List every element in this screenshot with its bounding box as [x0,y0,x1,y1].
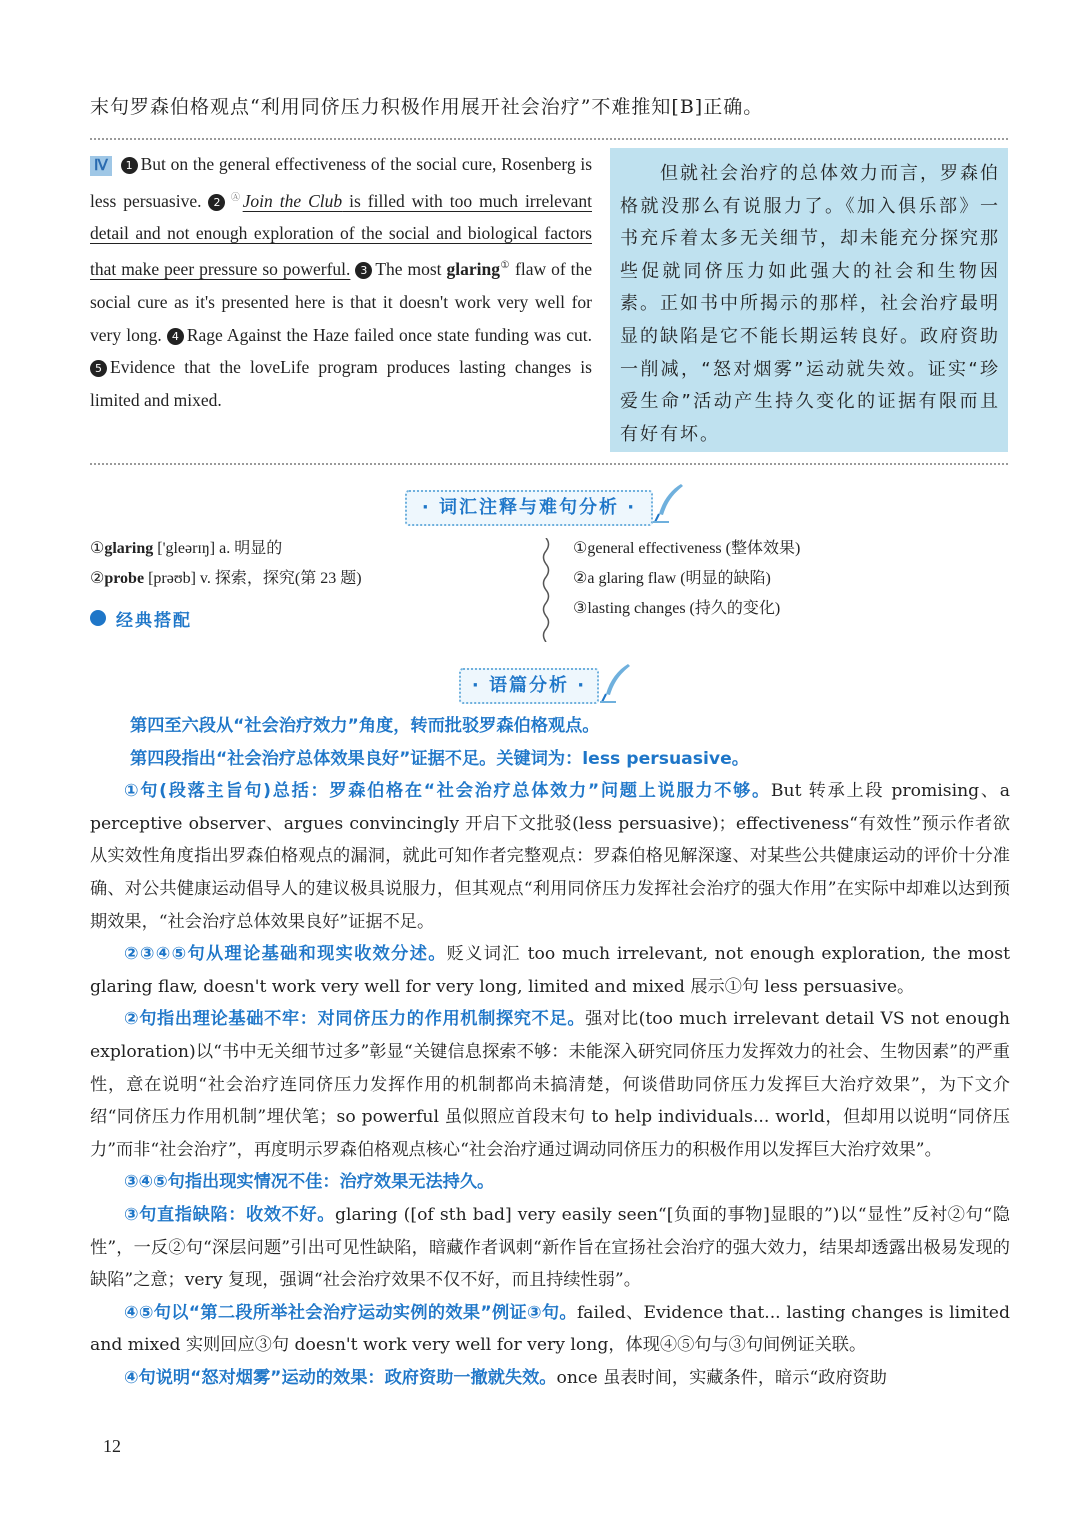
quill-icon [598,662,634,704]
sentence-1: But on the general effectiveness of the social cure, Rosenberg is less persuasive. [90,154,593,211]
sentence-5: Evidence that the loveLife program produces lasting changes is limited and mixed. [90,357,592,411]
analysis-paragraph: ①句(段落主旨句)总括：罗森伯格在“社会治疗总体效力”问题上说服力不够。But 转承上段 promising、a perceptive observer、argues convincingly 开启下文批驳(less persuasive)；effectiveness“有效性”预示作者欲从实效性角度指出罗森伯格观点的漏洞，就此可知作者完整观点：罗森伯格见解深邃、对某些公共健康运动的评价十分准确、对公共健康运动倡导人的建议极具说服力，但其观点“利用同侪压力发挥社会治疗的强大作用”在实际中却难以达到预期效果，“社会治疗总体效果良好”证据不足。 [90,781,1010,932]
collocation-item: ③lasting changes (持久的变化) [573,600,781,617]
vocab-left-column [90,534,362,594]
analysis-paragraph: ②句指出理论基础不牢：对同侪压力的作用机制探究不足。强对比(too much irrelevant detail VS not enough exploration)以“书中无关细节过多”彰显“关键信息探索不够：未能深入研究同侪压力发挥效力的社会、生物因素”的严重性，意在说明“社会治疗连同侪压力发挥作用的机制都尚未搞清楚，何谈借助同侪压力发挥巨大治疗效果”，为下文介绍“同侪压力作用机制”埋伏笔；so powerful 虽似照应首段末句 to help individuals... world，但却用以说明“同侪压力”而非“社会治疗”，再度明示罗森伯格观点核心“社会治疗通过调动同侪压力的积极作用以发挥巨大治疗效果”。 [90,1009,1010,1160]
sentence-4: Rage Against the Haze failed once state funding was cut. [186,324,592,345]
vocab-entry-glaring: ①glaring ['gleərɪŋ] a. 明显的 [90,540,283,557]
quill-icon [651,482,687,524]
dotted-divider-middle [90,463,1008,465]
sentence-number-1: 1 [121,157,138,174]
sentence-number-4: 4 [167,328,184,345]
sentence-3-pre: The most [375,259,447,280]
discourse-section-banner: · 语篇分析 · [459,668,599,704]
analysis-paragraph: ④句说明“怒对烟雾”运动的效果：政府资助一撤就失效。once 虽表时间，实藏条件，暗示“政府资助 [124,1367,887,1388]
vocab-section-banner: · 词汇注释与难句分析 · [405,490,653,526]
analysis-line: 第四至六段从“社会治疗效力”角度，转而批驳罗森伯格观点。 [130,716,600,736]
dotted-divider-top [90,138,1008,140]
bullet-dot-icon [90,610,106,626]
vocab-right-column [573,534,800,624]
glaring-word: glaring [446,259,500,280]
sentence-number-2: 2 [208,194,225,211]
analysis-line: ③④⑤句指出现实情况不佳：治疗效果无法持久。 [124,1172,495,1193]
footnote-mark-1: ① [499,260,511,272]
vocab-entry-probe: ②probe [prəʊb] v. 探索，探究(第 23 题) [90,570,362,587]
book-title: Join the Club [242,190,343,211]
page-number: 12 [103,1436,121,1456]
collocation-item: ①general effectiveness (整体效果) [573,540,801,557]
carryover-sentence: 末句罗森伯格观点“利用同侪压力积极作用展开社会治疗”不难推知[B]正确。 [90,96,764,118]
collocation-item: ②a glaring flaw (明显的缺陷) [573,570,771,587]
collocation-label: 经典搭配 [116,611,192,631]
translation-text: 但就社会治疗的总体效力而言，罗森伯格就没那么有说服力了。《加入俱乐部》一书充斥着太多无关细节，却未能充分探究那些促就同侪压力如此强大的社会和生物因素。正如书中所揭示的那样，社会治疗最明显的缺陷是它不能长期运转良好。政府资助一削减，“怒对烟雾”运动就失效。证实“珍爱生命”活动产生持久变化的证据有限而且有好有坏。 [620,163,1000,445]
sentence-number-5: 5 [90,360,107,377]
analysis-paragraph: ③句直指缺陷：收效不好。glaring ([of sth bad] very easily seen“[负面的事物]显眼的”)以“显性”反衬②句“隐性”，一反②句“深层问题”引出可见性缺陷，暗藏作者讽刺“新作旨在宣扬社会治疗的强大效力，结果却透露出极易发现的缺陷”之意；very 复现，强调“社会治疗效果不仅不好，而且持续性弱”。 [90,1204,1010,1291]
sentence-3: flaw of the social cure as it's presented here is that it doesn't work very well for very long. [90,259,592,345]
sentence-2: is filled with too much irrelevant detail and not enough exploration of the social and biological factors that make peer pressure so powerful. [90,190,592,280]
footnote-mark-a: Ⓐ [228,191,243,202]
wavy-divider [540,538,552,642]
analysis-paragraph: ②③④⑤句从理论基础和现实收效分述。贬义词汇 too much irrelevant, not enough exploration, the most glaring flaw, doesn't work very well for very long, limited and mixed 展示①句 less persuasive。 [90,944,1010,997]
sentence-number-3: 3 [355,262,372,279]
analysis-paragraph: ④⑤句以“第二段所举社会治疗运动实例的效果”例证③句。failed、Evidence that... lasting changes is limited and mixed 实则回应③句 doesn't work very well for very long，体现④⑤句与③句间例证关联。 [90,1302,1010,1356]
analysis-body [90,710,1010,1394]
analysis-line: 第四段指出“社会治疗总体效果良好”证据不足。关键词为：less persuasive。 [130,748,749,769]
english-passage [90,148,592,417]
chinese-translation-box [610,148,1008,452]
paragraph-tag: Ⅳ [90,156,112,176]
